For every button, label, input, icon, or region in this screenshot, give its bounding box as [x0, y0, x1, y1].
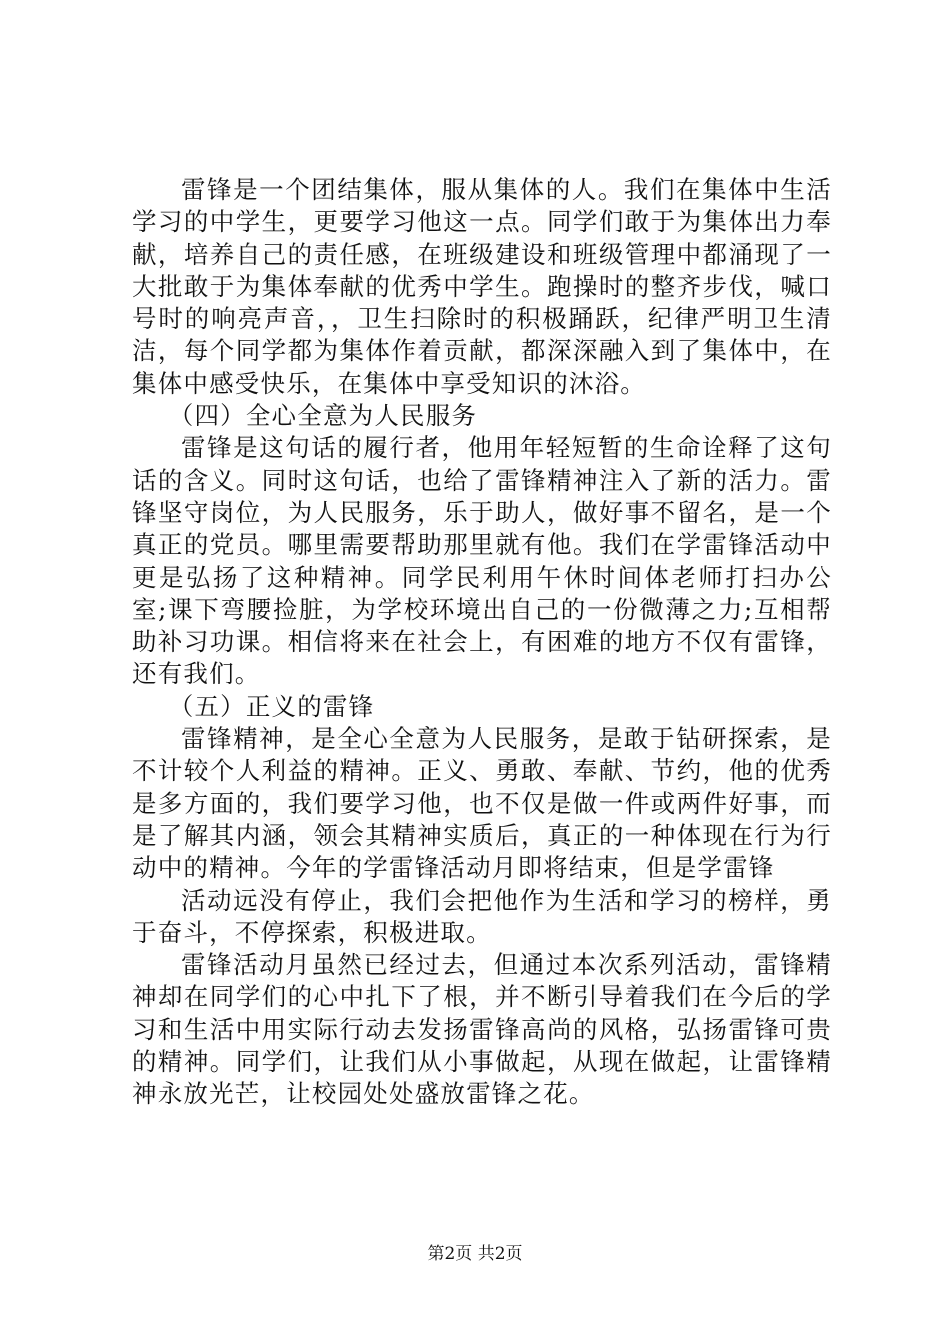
document-body — [132, 174, 832, 1111]
page-footer: 第2页 共2页 — [427, 1244, 523, 1264]
section-heading-righteous: （五）正义的雷锋 — [168, 691, 375, 721]
paragraph-continue-activity: 活动远没有停止，我们会把他作为生活和学习的榜样，勇于奋斗，不停探索，积极进取。 — [132, 885, 832, 947]
paragraph-righteous: 雷锋精神，是全心全意为人民服务，是敢于钻研探索，是不计较个人利益的精神。正义、勇敢、奉献、节约，他的优秀是多方面的，我们要学习他，也不仅是做一件或两件好事，而是了解其内涵，领会其精神实质后，真正的一种体现在行为行动中的精神。今年的学雷锋活动月即将结束，但是学雷锋 — [132, 724, 832, 883]
paragraph-conclusion: 雷锋活动月虽然已经过去，但通过本次系列活动，雷锋精神却在同学们的心中扎下了根，并不断引导着我们在今后的学习和生活中用实际行动去发扬雷锋高尚的风格，弘扬雷锋可贵的精神。同学们，让我们从小事做起，从现在做起，让雷锋精神永放光芒，让校园处处盛放雷锋之花。 — [132, 950, 832, 1109]
paragraph-serve-people: 雷锋是这句话的履行者，他用年轻短暂的生命诠释了这句话的含义。同时这句话，也给了雷锋精神注入了新的活力。雷锋坚守岗位，为人民服务，乐于助人，做好事不留名，是一个真正的党员。哪里需要帮助那里就有他。我们在学雷锋活动中更是弘扬了这种精神。同学民利用午休时间体老师打扫办公室;课下弯腰捡脏，为学校环境出自己的一份微薄之力;互相帮助补习功课。相信将来在社会上，有困难的地方不仅有雷锋，还有我们。 — [132, 433, 832, 689]
section-heading-serve-people: （四）全心全意为人民服务 — [168, 401, 478, 431]
paragraph-collective: 雷锋是一个团结集体，服从集体的人。我们在集体中生活学习的中学生，更要学习他这一点。同学们敢于为集体出力奉献，培养自己的责任感，在班级建设和班级管理中都涌现了一大批敢于为集体奉献的优秀中学生。跑操时的整齐步伐，喊口号时的响亮声音，，卫生扫除时的积极踊跃，纪律严明卫生清洁，每个同学都为集体作着贡献，都深深融入到了集体中，在集体中感受快乐，在集体中享受知识的沐浴。 — [132, 175, 832, 398]
